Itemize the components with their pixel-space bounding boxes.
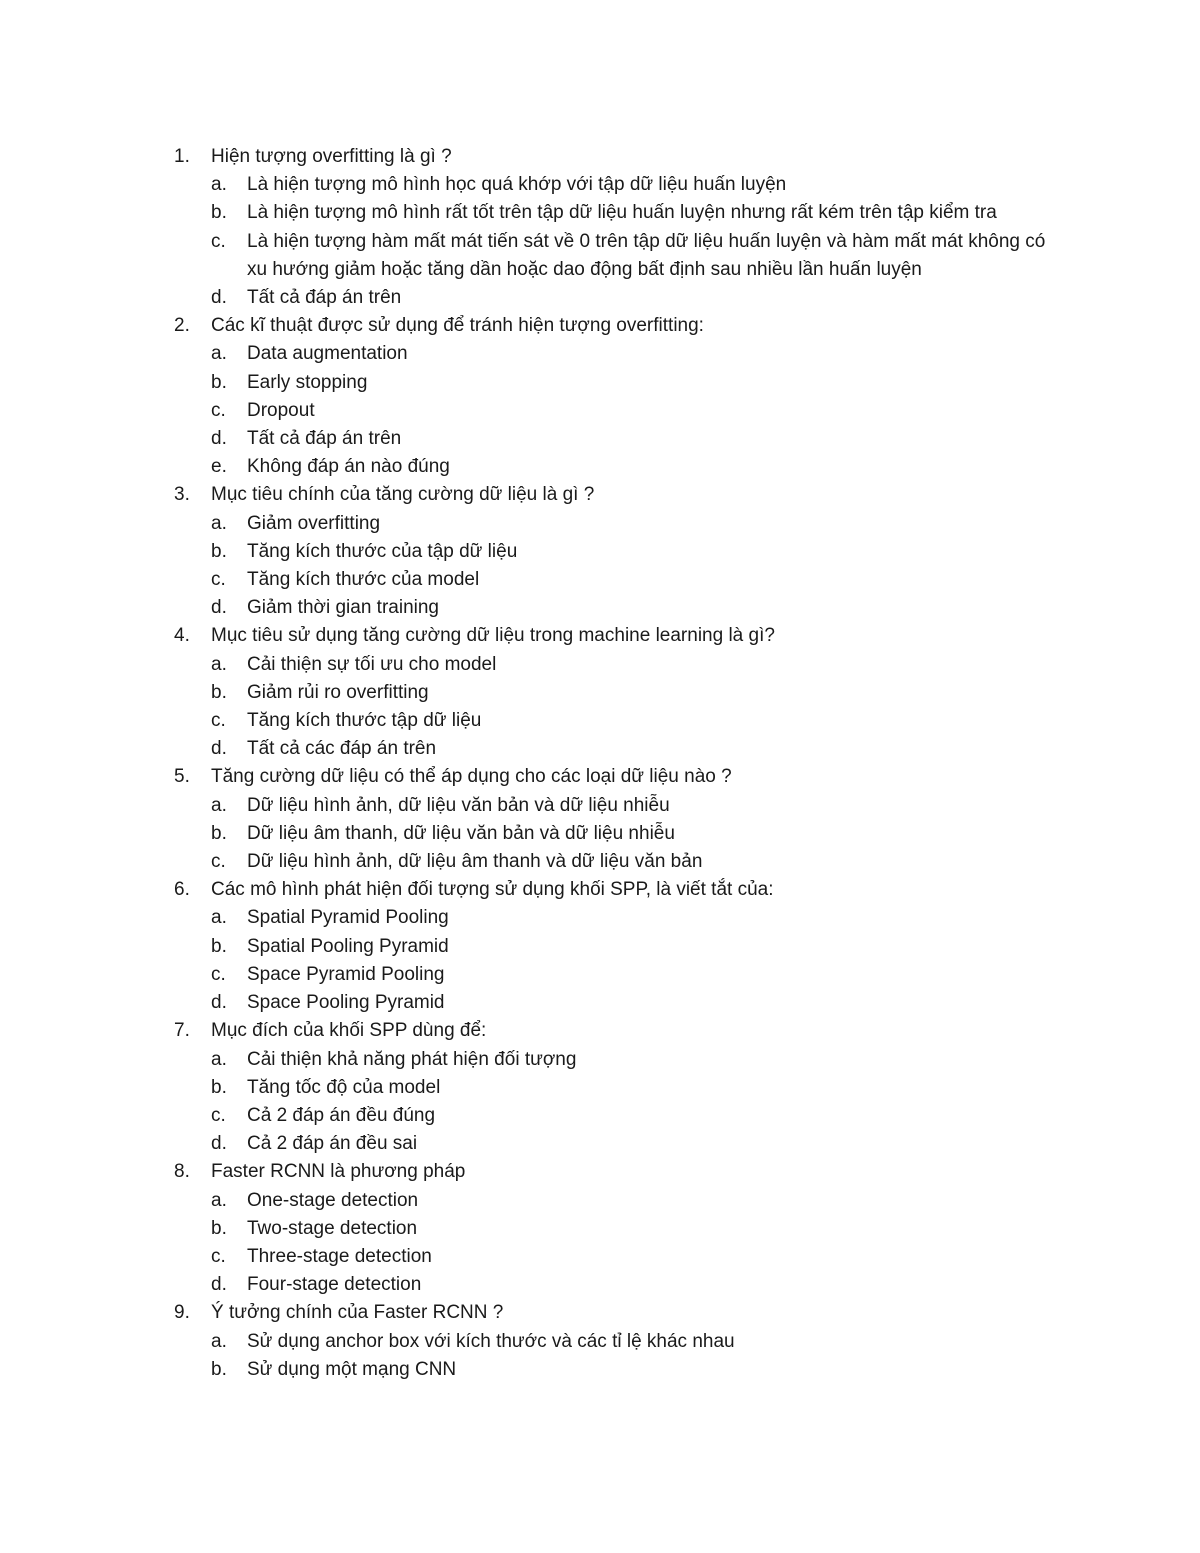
answer-option <box>174 933 1074 961</box>
option-text: Two-stage detection <box>247 1217 418 1239</box>
option-text: Dữ liệu hình ảnh, dữ liệu văn bản và dữ liệu nhiễu <box>247 794 670 816</box>
option-text: Tăng kích thước tập dữ liệu <box>247 710 482 732</box>
answer-option <box>174 707 1074 735</box>
question <box>174 1017 1074 1045</box>
option-text: Cả 2 đáp án đều đúng <box>247 1104 436 1126</box>
question-text: Mục đích của khối SPP dùng để: <box>211 1020 487 1042</box>
question-number: 7. <box>174 1020 190 1042</box>
option-text: Space Pooling Pyramid <box>247 992 445 1014</box>
answer-option <box>174 1130 1074 1158</box>
question-number: 1. <box>174 146 190 167</box>
answer-option <box>174 538 1074 566</box>
option-letter: a. <box>211 1048 227 1070</box>
question-text: Mục tiêu chính của tăng cường dữ liệu là gì ? <box>211 484 595 506</box>
option-letter: b. <box>211 1217 227 1239</box>
option-letter: c. <box>211 230 226 252</box>
answer-option <box>174 171 1074 199</box>
answer-option <box>174 1102 1074 1130</box>
answer-option <box>174 228 1074 284</box>
option-letter: c. <box>211 569 226 591</box>
answer-option <box>174 1074 1074 1102</box>
answer-option <box>174 425 1074 453</box>
option-letter: c. <box>211 710 226 732</box>
option-text: Giảm overfitting <box>247 512 381 534</box>
option-text: Tất cả đáp án trên <box>247 287 402 309</box>
option-letter: d. <box>211 287 227 309</box>
question-number: 4. <box>174 625 190 647</box>
option-text: Spatial Pooling Pyramid <box>247 935 449 957</box>
option-letter: a. <box>211 174 227 196</box>
answer-option <box>174 1243 1074 1271</box>
question <box>174 143 1074 171</box>
question-text: Hiện tượng overfitting là gì ? <box>211 146 452 167</box>
option-text: Không đáp án nào đúng <box>247 456 450 478</box>
question-block <box>174 312 1074 481</box>
option-letter: b. <box>211 1358 227 1380</box>
answer-option <box>174 989 1074 1017</box>
option-letter: d. <box>211 428 227 450</box>
question-number: 6. <box>174 879 190 901</box>
option-text: Là hiện tượng hàm mất mát tiến sát về 0 trên tập dữ liệu huấn luyện và hàm mất mát không có xu hướng giảm hoặc tăng dần hoặc dao động bất định sau nhiều lần huấn luyện <box>247 230 1046 280</box>
option-letter: d. <box>211 738 227 760</box>
option-text: Cải thiện sự tối ưu cho model <box>247 653 497 675</box>
option-letter: d. <box>211 597 227 619</box>
answer-option <box>174 1215 1074 1243</box>
option-letter: b. <box>211 681 227 703</box>
option-letter: b. <box>211 935 227 957</box>
question-text: Các mô hình phát hiện đối tượng sử dụng khối SPP, là viết tắt của: <box>211 879 774 901</box>
option-letter: b. <box>211 202 227 224</box>
question-text: Tăng cường dữ liệu có thể áp dụng cho các loại dữ liệu nào ? <box>211 766 732 788</box>
option-letter: a. <box>211 907 227 929</box>
option-letter: a. <box>211 512 227 534</box>
question-block <box>174 1158 1074 1299</box>
option-text: Giảm thời gian training <box>247 597 439 619</box>
question-number: 9. <box>174 1302 190 1324</box>
option-letter: a. <box>211 343 227 365</box>
answer-option <box>174 594 1074 622</box>
quiz-list <box>174 143 1074 1384</box>
option-text: Là hiện tượng mô hình học quá khớp với tập dữ liệu huấn luyện <box>247 174 787 196</box>
question-text: Faster RCNN là phương pháp <box>211 1161 466 1183</box>
option-text: One-stage detection <box>247 1189 419 1211</box>
question-block <box>174 143 1074 312</box>
option-letter: b. <box>211 540 227 562</box>
option-letter: c. <box>211 1104 226 1126</box>
option-letter: c. <box>211 1245 226 1267</box>
question <box>174 481 1074 509</box>
option-text: Tất cả các đáp án trên <box>247 738 437 760</box>
answer-option <box>174 199 1074 227</box>
option-letter: d. <box>211 1133 227 1155</box>
option-letter: c. <box>211 851 226 873</box>
question <box>174 1299 1074 1327</box>
option-text: Early stopping <box>247 371 368 393</box>
question <box>174 763 1074 791</box>
option-text: Data augmentation <box>247 343 408 365</box>
question-block <box>174 481 1074 622</box>
option-letter: c. <box>211 399 226 421</box>
answer-option <box>174 369 1074 397</box>
answer-option <box>174 1328 1074 1356</box>
answer-option <box>174 284 1074 312</box>
question-block <box>174 1299 1074 1384</box>
option-text: Tăng kích thước của model <box>247 569 480 591</box>
answer-option <box>174 792 1074 820</box>
option-letter: a. <box>211 794 227 816</box>
option-text: Dropout <box>247 399 315 421</box>
question-text: Mục tiêu sử dụng tăng cường dữ liệu trong machine learning là gì? <box>211 625 775 647</box>
question <box>174 1158 1074 1186</box>
option-letter: d. <box>211 992 227 1014</box>
option-text: Three-stage detection <box>247 1245 432 1267</box>
question <box>174 622 1074 650</box>
question <box>174 312 1074 340</box>
answer-option <box>174 566 1074 594</box>
answer-option <box>174 679 1074 707</box>
answer-option <box>174 397 1074 425</box>
answer-option <box>174 510 1074 538</box>
question-number: 8. <box>174 1161 190 1183</box>
option-letter: b. <box>211 371 227 393</box>
option-text: Sử dụng một mạng CNN <box>247 1358 457 1380</box>
question-block <box>174 876 1074 1017</box>
option-letter: c. <box>211 963 226 985</box>
option-text: Cải thiện khả năng phát hiện đối tượng <box>247 1048 577 1070</box>
answer-option <box>174 453 1074 481</box>
question-number: 2. <box>174 315 190 337</box>
option-text: Tăng kích thước của tập dữ liệu <box>247 540 518 562</box>
question-block <box>174 1017 1074 1158</box>
option-text: Dữ liệu hình ảnh, dữ liệu âm thanh và dữ liệu văn bản <box>247 851 703 873</box>
question-number: 5. <box>174 766 190 788</box>
option-text: Là hiện tượng mô hình rất tốt trên tập dữ liệu huấn luyện nhưng rất kém trên tập kiểm tra <box>247 202 997 224</box>
option-text: Spatial Pyramid Pooling <box>247 907 449 929</box>
option-text: Giảm rủi ro overfitting <box>247 681 429 703</box>
option-text: Space Pyramid Pooling <box>247 963 445 985</box>
option-text: Four-stage detection <box>247 1274 422 1296</box>
answer-option <box>174 735 1074 763</box>
answer-option <box>174 820 1074 848</box>
answer-option <box>174 1187 1074 1215</box>
answer-option <box>174 1271 1074 1299</box>
option-letter: b. <box>211 1076 227 1098</box>
option-text: Tất cả đáp án trên <box>247 428 402 450</box>
option-text: Cả 2 đáp án đều sai <box>247 1133 418 1155</box>
answer-option <box>174 1046 1074 1074</box>
answer-option <box>174 1356 1074 1384</box>
question-text: Ý tưởng chính của Faster RCNN ? <box>211 1302 504 1324</box>
answer-option <box>174 904 1074 932</box>
option-letter: e. <box>211 456 227 478</box>
option-letter: a. <box>211 653 227 675</box>
question-block <box>174 622 1074 763</box>
option-text: Sử dụng anchor box với kích thước và các tỉ lệ khác nhau <box>247 1330 735 1352</box>
answer-option <box>174 340 1074 368</box>
answer-option <box>174 961 1074 989</box>
question-text: Các kĩ thuật được sử dụng để tránh hiện tượng overfitting: <box>211 315 704 337</box>
question-number: 3. <box>174 484 190 506</box>
option-text: Tăng tốc độ của model <box>247 1076 441 1098</box>
option-letter: a. <box>211 1189 227 1211</box>
option-text: Dữ liệu âm thanh, dữ liệu văn bản và dữ liệu nhiễu <box>247 822 675 844</box>
answer-option <box>174 848 1074 876</box>
option-letter: d. <box>211 1274 227 1296</box>
option-letter: b. <box>211 822 227 844</box>
question <box>174 876 1074 904</box>
answer-option <box>174 651 1074 679</box>
question-block <box>174 763 1074 876</box>
option-letter: a. <box>211 1330 227 1352</box>
